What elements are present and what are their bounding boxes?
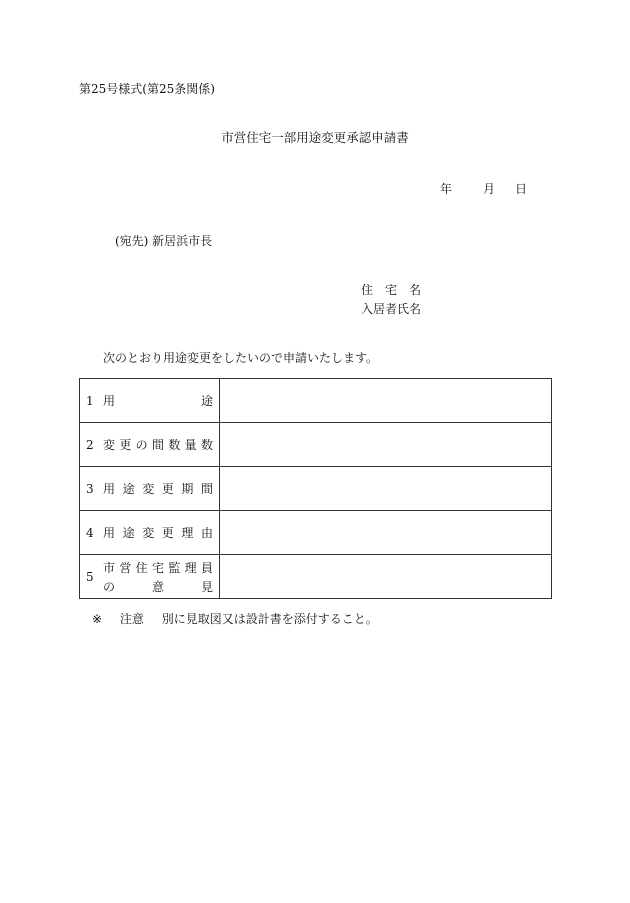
row-label-char: 数 <box>200 438 213 452</box>
row-number: 4 <box>86 525 94 540</box>
row-label-char: 意 <box>151 579 164 594</box>
table-row <box>80 511 552 555</box>
row-label-char: 更 <box>161 526 174 540</box>
row-number: 3 <box>86 481 94 496</box>
applicant-name-label: 入居者氏名 <box>361 302 422 316</box>
row-label-char: 市 <box>103 560 116 575</box>
date-month-label: 月 <box>483 182 496 196</box>
row-label-char: 宅 <box>151 560 164 575</box>
row-label-char: 理 <box>181 526 194 540</box>
row-label-char: 更 <box>119 438 132 452</box>
row-number: 2 <box>86 437 94 452</box>
row-label-char: 数 <box>168 438 181 452</box>
form-number: 第25号様式(第25条関係) <box>79 82 215 96</box>
row-label-cell <box>80 379 220 423</box>
row-label-char: 用 <box>103 482 116 496</box>
row-label-cell <box>80 555 220 599</box>
row-number: 5 <box>86 569 94 584</box>
row-label-char: 用 <box>103 394 116 408</box>
row-label-cell <box>80 467 220 511</box>
change-period-input-cell[interactable] <box>220 467 552 511</box>
row-label-char: 間 <box>151 438 164 452</box>
row-label-char: 途 <box>122 526 135 540</box>
row-label-cell <box>80 511 220 555</box>
document-title: 市営住宅一部用途変更承認申請書 <box>221 130 409 145</box>
table-row <box>80 467 552 511</box>
note-mark: ※ <box>92 612 103 626</box>
intro-statement: 次のとおり用途変更をしたいので申請いたします。 <box>103 351 379 365</box>
date-day-label: 日 <box>515 182 528 196</box>
supervisor-opinion-input-cell[interactable] <box>220 555 552 599</box>
row-label-char: 変 <box>103 438 116 452</box>
row-label-char: 更 <box>161 482 174 496</box>
row-label-char: 変 <box>142 526 155 540</box>
table-row <box>80 555 552 599</box>
row-label-char: 期 <box>181 482 194 496</box>
row-label-char: 営 <box>119 560 132 575</box>
row-label-char: 住 <box>135 560 148 575</box>
row-label-char: の <box>103 579 116 594</box>
row-label-char: 用 <box>103 526 116 540</box>
room-count-input-cell[interactable] <box>220 423 552 467</box>
row-label-char: 監 <box>168 560 181 575</box>
row-label-char: の <box>135 438 148 452</box>
attachment-note <box>92 613 378 625</box>
row-label-char: 間 <box>200 482 213 496</box>
row-label-cell <box>80 423 220 467</box>
row-label-char: 途 <box>200 394 213 408</box>
row-label-char: 由 <box>200 526 213 540</box>
row-label-char: 員 <box>200 560 213 575</box>
row-label-char: 変 <box>142 482 155 496</box>
date-line <box>440 183 527 195</box>
row-label-char: 理 <box>184 560 197 575</box>
row-label-char: 量 <box>184 438 197 452</box>
addressee: (宛先) 新居浜市長 <box>115 234 213 248</box>
change-reason-input-cell[interactable] <box>220 511 552 555</box>
row-number: 1 <box>86 393 94 408</box>
row-label-char: 途 <box>122 482 135 496</box>
note-text: 別に見取図又は設計書を添付すること。 <box>161 612 378 626</box>
application-table <box>79 378 552 599</box>
date-year-label: 年 <box>440 182 453 196</box>
applicant-address-label: 住 宅 名 <box>361 283 422 297</box>
note-heading: 注意 <box>119 612 144 626</box>
table-row <box>80 423 552 467</box>
row-label-char: 見 <box>200 579 213 594</box>
usage-input-cell[interactable] <box>220 379 552 423</box>
table-row <box>80 379 552 423</box>
